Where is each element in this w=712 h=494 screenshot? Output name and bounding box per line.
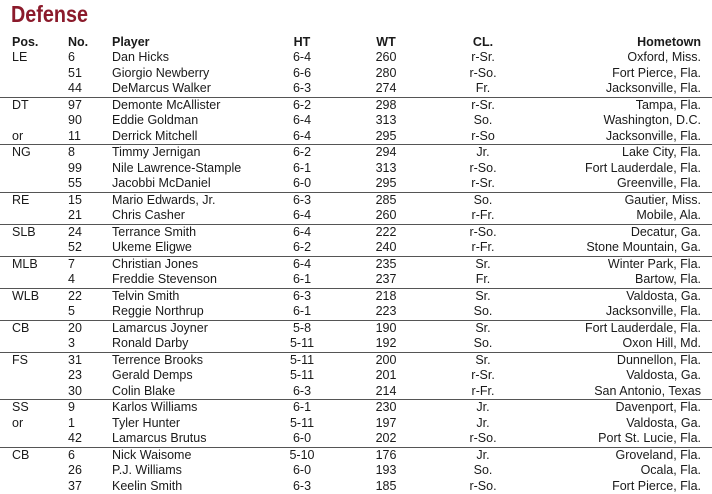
class-cell: Jr. bbox=[455, 400, 511, 416]
pos-cell: LE bbox=[12, 50, 27, 66]
class-cell: So. bbox=[455, 113, 511, 129]
height-cell: 6-3 bbox=[274, 81, 330, 97]
pos-cell: NG bbox=[12, 145, 31, 161]
class-cell: Jr. bbox=[455, 448, 511, 464]
class-cell: r-So. bbox=[455, 479, 511, 494]
number-cell: 42 bbox=[68, 431, 82, 447]
table-row bbox=[0, 352, 712, 369]
player-cell: Tyler Hunter bbox=[112, 416, 180, 432]
player-cell: Christian Jones bbox=[112, 257, 198, 273]
weight-cell: 201 bbox=[358, 368, 414, 384]
number-cell: 26 bbox=[68, 463, 82, 479]
height-cell: 6-2 bbox=[274, 145, 330, 161]
weight-cell: 190 bbox=[358, 321, 414, 337]
number-cell: 1 bbox=[68, 416, 75, 432]
number-cell: 9 bbox=[68, 400, 75, 416]
header-pos: Pos. bbox=[12, 35, 38, 50]
pos-cell: SS bbox=[12, 400, 29, 416]
hometown-cell: Groveland, Fla. bbox=[616, 448, 701, 464]
table-row bbox=[0, 416, 712, 432]
player-cell: Nile Lawrence-Stample bbox=[112, 161, 241, 177]
table-row bbox=[0, 431, 712, 447]
weight-cell: 230 bbox=[358, 400, 414, 416]
class-cell: So. bbox=[455, 336, 511, 352]
table-row bbox=[0, 447, 712, 464]
table-row bbox=[0, 288, 712, 305]
player-cell: Gerald Demps bbox=[112, 368, 193, 384]
height-cell: 5-11 bbox=[274, 336, 330, 352]
number-cell: 22 bbox=[68, 289, 82, 305]
hometown-cell: Davenport, Fla. bbox=[616, 400, 701, 416]
pos-cell: MLB bbox=[12, 257, 38, 273]
player-cell: Timmy Jernigan bbox=[112, 145, 200, 161]
player-cell: Colin Blake bbox=[112, 384, 175, 400]
hometown-cell: Valdosta, Ga. bbox=[626, 368, 701, 384]
hometown-cell: Valdosta, Ga. bbox=[626, 289, 701, 305]
pos-cell: CB bbox=[12, 448, 29, 464]
header-hometown: Hometown bbox=[637, 35, 701, 50]
weight-cell: 193 bbox=[358, 463, 414, 479]
pos-cell: DT bbox=[12, 98, 29, 114]
table-row bbox=[0, 129, 712, 145]
height-cell: 6-3 bbox=[274, 384, 330, 400]
pos-cell: FS bbox=[12, 353, 28, 369]
height-cell: 5-11 bbox=[274, 416, 330, 432]
class-cell: r-So. bbox=[455, 161, 511, 177]
height-cell: 5-11 bbox=[274, 353, 330, 369]
number-cell: 90 bbox=[68, 113, 82, 129]
class-cell: r-Sr. bbox=[455, 176, 511, 192]
pos-cell: or bbox=[12, 129, 23, 145]
weight-cell: 280 bbox=[358, 66, 414, 82]
class-cell: Fr. bbox=[455, 272, 511, 288]
weight-cell: 260 bbox=[358, 50, 414, 66]
player-cell: Freddie Stevenson bbox=[112, 272, 217, 288]
weight-cell: 218 bbox=[358, 289, 414, 305]
table-row bbox=[0, 50, 712, 66]
number-cell: 5 bbox=[68, 304, 75, 320]
height-cell: 6-4 bbox=[274, 225, 330, 241]
class-cell: So. bbox=[455, 193, 511, 209]
height-cell: 5-8 bbox=[274, 321, 330, 337]
weight-cell: 295 bbox=[358, 176, 414, 192]
roster-table bbox=[0, 50, 712, 494]
weight-cell: 295 bbox=[358, 129, 414, 145]
player-cell: Reggie Northrup bbox=[112, 304, 204, 320]
table-row bbox=[0, 144, 712, 161]
hometown-cell: Stone Mountain, Ga. bbox=[586, 240, 701, 256]
height-cell: 6-0 bbox=[274, 176, 330, 192]
player-cell: Keelin Smith bbox=[112, 479, 182, 494]
table-row bbox=[0, 192, 712, 209]
hometown-cell: Tampa, Fla. bbox=[636, 98, 701, 114]
class-cell: Sr. bbox=[455, 257, 511, 273]
height-cell: 6-3 bbox=[274, 479, 330, 494]
table-row bbox=[0, 256, 712, 273]
weight-cell: 214 bbox=[358, 384, 414, 400]
hometown-cell: Washington, D.C. bbox=[604, 113, 702, 129]
hometown-cell: Jacksonville, Fla. bbox=[606, 304, 701, 320]
table-row bbox=[0, 384, 712, 400]
height-cell: 6-4 bbox=[274, 257, 330, 273]
hometown-cell: Ocala, Fla. bbox=[641, 463, 701, 479]
class-cell: r-Sr. bbox=[455, 368, 511, 384]
number-cell: 30 bbox=[68, 384, 82, 400]
table-row bbox=[0, 81, 712, 97]
height-cell: 6-0 bbox=[274, 463, 330, 479]
height-cell: 5-11 bbox=[274, 368, 330, 384]
table-row bbox=[0, 272, 712, 288]
table-row bbox=[0, 224, 712, 241]
number-cell: 6 bbox=[68, 448, 75, 464]
hometown-cell: San Antonio, Texas bbox=[594, 384, 701, 400]
class-cell: r-Fr. bbox=[455, 208, 511, 224]
number-cell: 37 bbox=[68, 479, 82, 494]
hometown-cell: Jacksonville, Fla. bbox=[606, 129, 701, 145]
pos-cell: or bbox=[12, 416, 23, 432]
height-cell: 6-1 bbox=[274, 304, 330, 320]
height-cell: 6-4 bbox=[274, 50, 330, 66]
table-row bbox=[0, 304, 712, 320]
hometown-cell: Fort Lauderdale, Fla. bbox=[585, 161, 701, 177]
class-cell: Sr. bbox=[455, 289, 511, 305]
header-cl: CL. bbox=[455, 35, 511, 50]
player-cell: Derrick Mitchell bbox=[112, 129, 197, 145]
table-row bbox=[0, 113, 712, 129]
height-cell: 6-6 bbox=[274, 66, 330, 82]
weight-cell: 274 bbox=[358, 81, 414, 97]
hometown-cell: Mobile, Ala. bbox=[636, 208, 701, 224]
class-cell: Fr. bbox=[455, 81, 511, 97]
table-row bbox=[0, 161, 712, 177]
class-cell: r-So bbox=[455, 129, 511, 145]
hometown-cell: Port St. Lucie, Fla. bbox=[598, 431, 701, 447]
class-cell: Jr. bbox=[455, 145, 511, 161]
pos-cell: SLB bbox=[12, 225, 36, 241]
header-ht: HT bbox=[274, 35, 330, 50]
number-cell: 52 bbox=[68, 240, 82, 256]
weight-cell: 313 bbox=[358, 113, 414, 129]
table-row bbox=[0, 208, 712, 224]
player-cell: Terrence Brooks bbox=[112, 353, 203, 369]
table-row bbox=[0, 479, 712, 494]
player-cell: Lamarcus Brutus bbox=[112, 431, 206, 447]
weight-cell: 313 bbox=[358, 161, 414, 177]
player-cell: Mario Edwards, Jr. bbox=[112, 193, 216, 209]
weight-cell: 240 bbox=[358, 240, 414, 256]
player-cell: Ukeme Eligwe bbox=[112, 240, 192, 256]
table-row bbox=[0, 97, 712, 114]
class-cell: Sr. bbox=[455, 353, 511, 369]
number-cell: 99 bbox=[68, 161, 82, 177]
number-cell: 51 bbox=[68, 66, 82, 82]
pos-cell: RE bbox=[12, 193, 29, 209]
height-cell: 6-1 bbox=[274, 161, 330, 177]
height-cell: 6-3 bbox=[274, 193, 330, 209]
number-cell: 20 bbox=[68, 321, 82, 337]
table-row bbox=[0, 176, 712, 192]
height-cell: 6-4 bbox=[274, 113, 330, 129]
class-cell: So. bbox=[455, 463, 511, 479]
hometown-cell: Dunnellon, Fla. bbox=[617, 353, 701, 369]
hometown-cell: Valdosta, Ga. bbox=[626, 416, 701, 432]
table-row bbox=[0, 320, 712, 337]
height-cell: 6-0 bbox=[274, 431, 330, 447]
number-cell: 24 bbox=[68, 225, 82, 241]
player-cell: Jacobbi McDaniel bbox=[112, 176, 211, 192]
page-title: Defense bbox=[11, 1, 88, 28]
player-cell: Karlos Williams bbox=[112, 400, 197, 416]
weight-cell: 237 bbox=[358, 272, 414, 288]
pos-cell: WLB bbox=[12, 289, 39, 305]
number-cell: 3 bbox=[68, 336, 75, 352]
class-cell: Sr. bbox=[455, 321, 511, 337]
height-cell: 6-4 bbox=[274, 129, 330, 145]
hometown-cell: Oxon Hill, Md. bbox=[623, 336, 702, 352]
weight-cell: 285 bbox=[358, 193, 414, 209]
hometown-cell: Fort Pierce, Fla. bbox=[612, 66, 701, 82]
number-cell: 6 bbox=[68, 50, 75, 66]
player-cell: Telvin Smith bbox=[112, 289, 179, 305]
player-cell: DeMarcus Walker bbox=[112, 81, 211, 97]
table-header bbox=[0, 35, 712, 50]
table-row bbox=[0, 66, 712, 82]
height-cell: 6-1 bbox=[274, 272, 330, 288]
player-cell: Demonte McAllister bbox=[112, 98, 220, 114]
class-cell: r-So. bbox=[455, 66, 511, 82]
weight-cell: 202 bbox=[358, 431, 414, 447]
player-cell: Chris Casher bbox=[112, 208, 185, 224]
class-cell: r-So. bbox=[455, 431, 511, 447]
player-cell: Eddie Goldman bbox=[112, 113, 198, 129]
hometown-cell: Bartow, Fla. bbox=[635, 272, 701, 288]
class-cell: r-Fr. bbox=[455, 240, 511, 256]
player-cell: Nick Waisome bbox=[112, 448, 191, 464]
height-cell: 6-1 bbox=[274, 400, 330, 416]
number-cell: 15 bbox=[68, 193, 82, 209]
player-cell: Dan Hicks bbox=[112, 50, 169, 66]
table-row bbox=[0, 399, 712, 416]
weight-cell: 294 bbox=[358, 145, 414, 161]
table-row bbox=[0, 240, 712, 256]
table-row bbox=[0, 463, 712, 479]
header-player: Player bbox=[112, 35, 150, 50]
number-cell: 97 bbox=[68, 98, 82, 114]
player-cell: Lamarcus Joyner bbox=[112, 321, 208, 337]
hometown-cell: Decatur, Ga. bbox=[631, 225, 701, 241]
class-cell: Jr. bbox=[455, 416, 511, 432]
number-cell: 31 bbox=[68, 353, 82, 369]
player-cell: Terrance Smith bbox=[112, 225, 196, 241]
hometown-cell: Greenville, Fla. bbox=[617, 176, 701, 192]
hometown-cell: Lake City, Fla. bbox=[622, 145, 701, 161]
class-cell: r-So. bbox=[455, 225, 511, 241]
number-cell: 11 bbox=[68, 129, 81, 145]
class-cell: r-Fr. bbox=[455, 384, 511, 400]
class-cell: r-Sr. bbox=[455, 98, 511, 114]
player-cell: Ronald Darby bbox=[112, 336, 188, 352]
number-cell: 44 bbox=[68, 81, 82, 97]
weight-cell: 176 bbox=[358, 448, 414, 464]
number-cell: 55 bbox=[68, 176, 82, 192]
height-cell: 6-3 bbox=[274, 289, 330, 305]
header-no: No. bbox=[68, 35, 88, 50]
weight-cell: 260 bbox=[358, 208, 414, 224]
height-cell: 6-2 bbox=[274, 240, 330, 256]
hometown-cell: Fort Lauderdale, Fla. bbox=[585, 321, 701, 337]
weight-cell: 185 bbox=[358, 479, 414, 494]
number-cell: 21 bbox=[68, 208, 82, 224]
weight-cell: 197 bbox=[358, 416, 414, 432]
weight-cell: 222 bbox=[358, 225, 414, 241]
hometown-cell: Winter Park, Fla. bbox=[608, 257, 701, 273]
player-cell: Giorgio Newberry bbox=[112, 66, 209, 82]
weight-cell: 192 bbox=[358, 336, 414, 352]
number-cell: 8 bbox=[68, 145, 75, 161]
height-cell: 5-10 bbox=[274, 448, 330, 464]
pos-cell: CB bbox=[12, 321, 29, 337]
class-cell: r-Sr. bbox=[455, 50, 511, 66]
number-cell: 23 bbox=[68, 368, 82, 384]
weight-cell: 200 bbox=[358, 353, 414, 369]
class-cell: So. bbox=[455, 304, 511, 320]
number-cell: 7 bbox=[68, 257, 75, 273]
height-cell: 6-4 bbox=[274, 208, 330, 224]
table-row bbox=[0, 368, 712, 384]
height-cell: 6-2 bbox=[274, 98, 330, 114]
number-cell: 4 bbox=[68, 272, 75, 288]
hometown-cell: Gautier, Miss. bbox=[625, 193, 701, 209]
hometown-cell: Oxford, Miss. bbox=[627, 50, 701, 66]
header-wt: WT bbox=[358, 35, 414, 50]
table-row bbox=[0, 336, 712, 352]
player-cell: P.J. Williams bbox=[112, 463, 182, 479]
hometown-cell: Fort Pierce, Fla. bbox=[612, 479, 701, 494]
hometown-cell: Jacksonville, Fla. bbox=[606, 81, 701, 97]
weight-cell: 298 bbox=[358, 98, 414, 114]
weight-cell: 235 bbox=[358, 257, 414, 273]
weight-cell: 223 bbox=[358, 304, 414, 320]
